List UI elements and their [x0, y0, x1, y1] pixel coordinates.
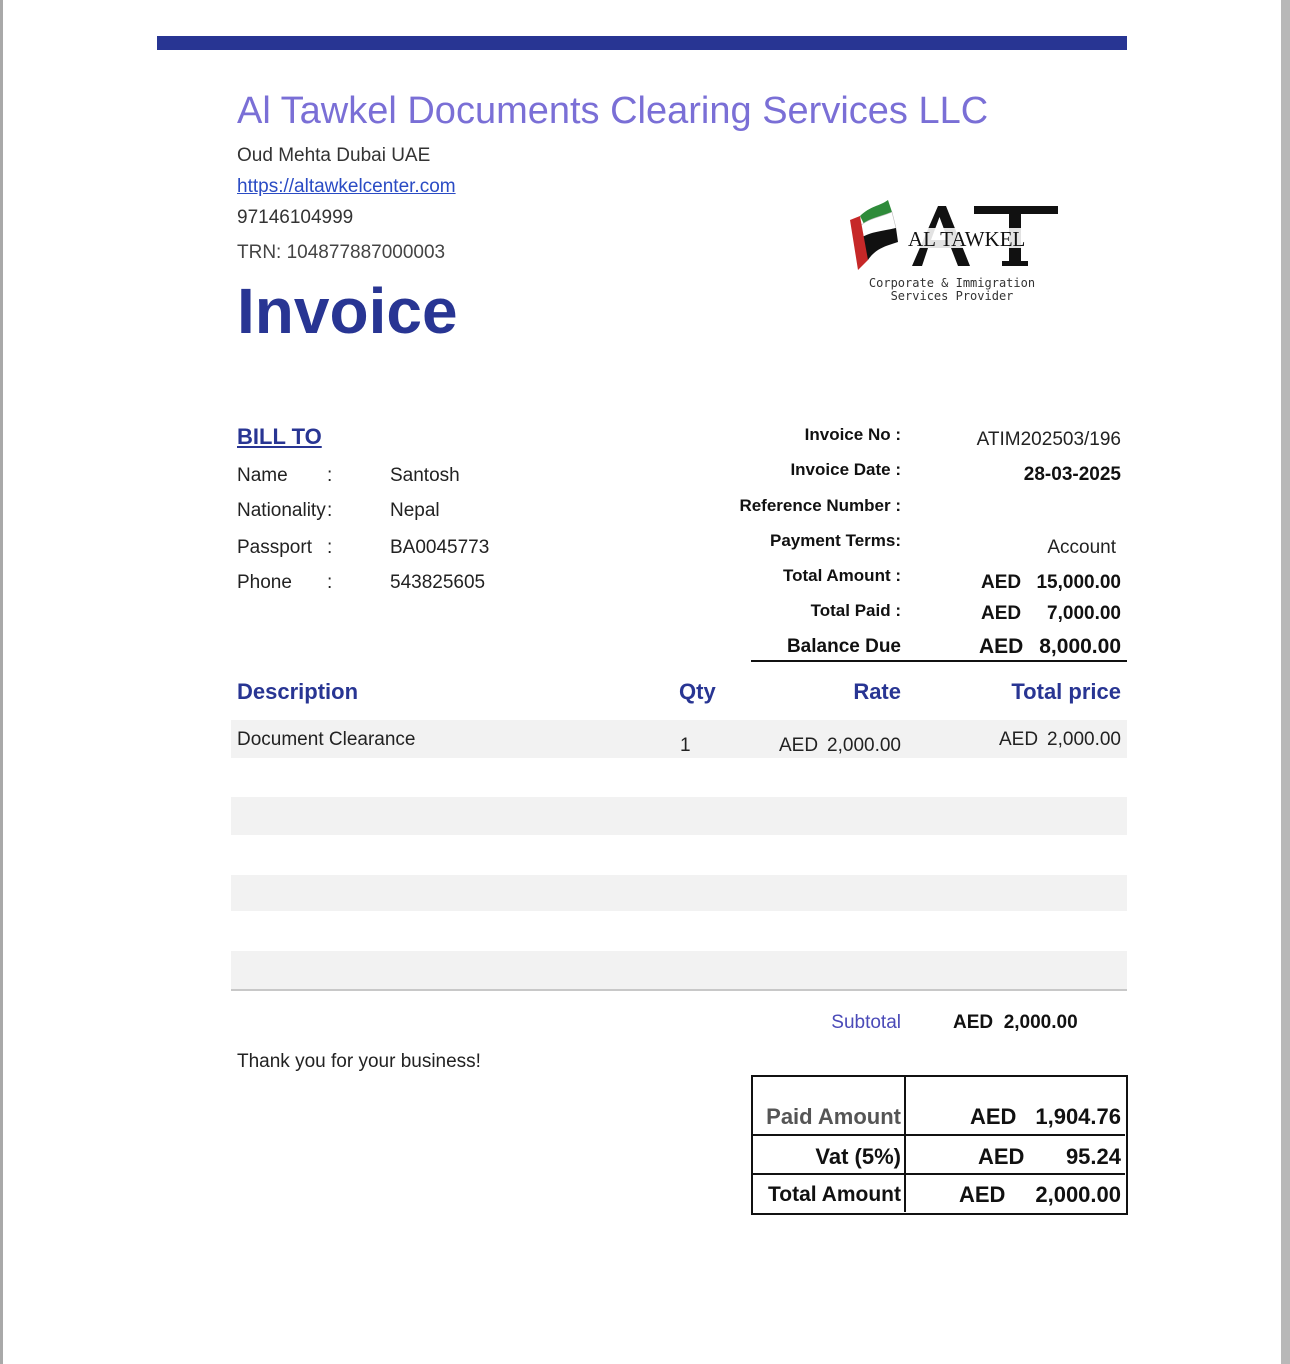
subtotal-amount — [953, 1012, 1078, 1034]
bill-to-passport-colon: : — [327, 537, 333, 558]
company-trn: TRN: 104877887000003 — [237, 242, 446, 263]
balance-due-currency: AED — [979, 635, 1024, 658]
bill-to-nationality-value: Nepal — [390, 500, 440, 521]
total-amount-value: 15,000.00 — [1036, 572, 1121, 593]
empty-table-row — [231, 797, 1127, 835]
balance-due-label: Balance Due — [786, 636, 901, 657]
subtotal-value: 2,000.00 — [1003, 1012, 1078, 1033]
summary-total-amount-currency: AED — [959, 1182, 1006, 1207]
item-description: Document Clearance — [237, 729, 416, 750]
bill-to-nationality-colon: : — [327, 500, 333, 521]
summary-row-divider — [752, 1173, 1125, 1175]
company-name: Al Tawkel Documents Clearing Services LLC — [237, 90, 989, 132]
payment-terms-label: Payment Terms: — [769, 531, 901, 550]
invoice-date-value: 28-03-2025 — [1023, 464, 1121, 485]
bill-to-phone-colon: : — [327, 572, 333, 593]
bill-to-name-label: Name — [237, 465, 288, 486]
bill-to-heading: BILL TO — [237, 424, 322, 449]
total-amount-currency: AED — [981, 572, 1022, 593]
bill-to-passport-label: Passport — [237, 537, 312, 558]
bill-to-phone-value: 543825605 — [390, 572, 486, 593]
balance-due-value: 8,000.00 — [1039, 635, 1121, 658]
vat-value: 95.24 — [1065, 1144, 1121, 1169]
bill-to-phone-label: Phone — [237, 572, 292, 593]
bill-to-passport-value: BA0045773 — [390, 537, 490, 558]
item-total-currency: AED — [999, 729, 1039, 750]
company-logo — [846, 198, 1062, 306]
logo-wordmark: AL TAWKEL — [908, 227, 1026, 251]
bill-to-nationality-label: Nationality — [237, 500, 326, 521]
paid-amount-label: Paid Amount — [766, 1104, 901, 1129]
column-header-description: Description — [237, 679, 359, 704]
empty-table-row — [231, 875, 1127, 911]
item-rate: 2,000.00 — [827, 735, 901, 756]
invoice-no-label: Invoice No : — [804, 425, 901, 444]
item-total: 2,000.00 — [1047, 729, 1121, 750]
reference-number-label: Reference Number : — [739, 496, 901, 515]
summary-total-amount-value: 2,000.00 — [1035, 1182, 1121, 1207]
empty-table-row — [231, 951, 1127, 989]
page-title: Invoice — [237, 275, 458, 347]
paid-amount-currency: AED — [970, 1104, 1017, 1129]
column-header-qty: Qty — [679, 679, 716, 704]
table-bottom-divider — [231, 989, 1127, 991]
summary-row-divider — [752, 1134, 1125, 1136]
thank-you-note: Thank you for your business! — [237, 1051, 481, 1072]
viewer-scrollbar[interactable] — [1281, 0, 1290, 1364]
company-website-link[interactable]: https://altawkelcenter.com — [237, 176, 456, 197]
subtotal-currency: AED — [953, 1012, 994, 1033]
company-phone: 97146104999 — [237, 207, 354, 228]
balance-divider — [751, 660, 1127, 662]
item-qty: 1 — [680, 735, 691, 756]
column-header-total-price: Total price — [1011, 679, 1121, 704]
total-amount-label: Total Amount : — [782, 566, 901, 585]
total-paid-value: 7,000.00 — [1047, 603, 1121, 624]
invoice-date-label: Invoice Date : — [790, 460, 901, 479]
summary-total-amount-label: Total Amount — [768, 1183, 901, 1206]
invoice-no-value: ATIM202503/196 — [976, 429, 1121, 450]
vat-label: Vat (5%) — [815, 1144, 901, 1169]
paid-amount-value: 1,904.76 — [1035, 1104, 1121, 1129]
bill-to-name-colon: : — [327, 465, 333, 486]
subtotal-label: Subtotal — [831, 1012, 901, 1033]
total-paid-label: Total Paid : — [810, 601, 901, 620]
summary-column-divider — [904, 1076, 906, 1212]
uae-flag-emblem-icon — [850, 200, 898, 270]
bill-to-name-value: Santosh — [390, 465, 460, 486]
column-header-rate: Rate — [853, 679, 901, 704]
payment-terms-value: Account — [1047, 537, 1116, 558]
company-address: Oud Mehta Dubai UAE — [237, 145, 431, 166]
total-paid-currency: AED — [981, 603, 1022, 624]
vat-currency: AED — [978, 1144, 1025, 1169]
item-rate-currency: AED — [779, 735, 819, 756]
logo-tagline-1: Corporate & Immigration — [868, 276, 1036, 290]
header-accent-bar — [157, 36, 1127, 50]
viewer-frame-left — [0, 0, 3, 1364]
logo-tagline-2: Services Provider — [890, 289, 1014, 303]
